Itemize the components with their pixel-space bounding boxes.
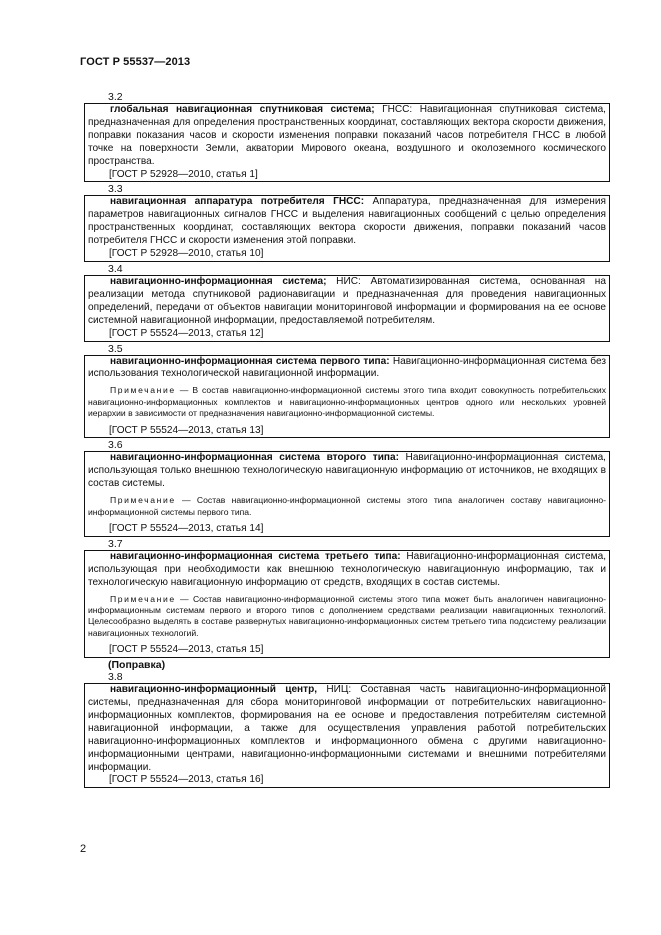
term-source: [ГОСТ Р 55524—2013, статья 13] [109,424,264,436]
term-definition [88,104,606,169]
term-number: 3.4 [108,262,123,275]
term-source: [ГОСТ Р 52928—2010, статья 10] [109,248,264,260]
terms-list [84,91,610,789]
term-note [88,594,606,640]
note-label: Примечание [110,385,176,396]
note-text: — Состав навигационно-информационной системы этого типа может быть аналогичен навигационно-информационным системам первого и второго типов с дополнением средствами реализации навигационных технологий. Целесообразно выделять в составе развернутых навигационно-информационных систем третьего типа подсистему реализации навигационных технологий. [88,593,606,638]
term-definition [88,196,606,248]
term-name: навигационная аппаратура потребителя ГНСС: [110,196,365,208]
term-box [84,195,610,262]
term-definition [88,684,606,774]
definition-text: Аппаратура, предназначенная для измерения параметров навигационных сигналов ГНСС и выделения навигационных сообщений с целью определения пространственных координат, составляющих вектора скорости движения, поправки показаний часов потребителя ГНСС и скорости изменения этой поправки. [88,196,606,247]
term-name: навигационно-информационный центр, [110,684,318,696]
term-box [84,275,610,342]
note-label: Примечание [110,495,176,506]
note-label: Примечание [110,593,176,604]
term-box [84,355,610,439]
term-box [84,683,610,788]
document-header: ГОСТ Р 55537—2013 [80,56,191,68]
definition-text: НИЦ: Составная часть навигационно-информационной системы, предназначенная для сбора мониторинговой информации от потребительских навигационно-информационных комплектов, формирования на ее основе и предоставления потребителям системной навигационной информации, а также для осуществления управления работой потребительских навигационно-информационных комплектов и информационного обмена с другими навигационно-информационными центрами, навигационно-информационными системами и внешними потребителями информации. [88,684,607,773]
term-box [84,103,610,182]
term-box [84,550,610,658]
term-source: [ГОСТ Р 55524—2013, статья 16] [109,774,264,786]
term-number: 3.6 [108,439,123,452]
term-definition [88,356,606,382]
term-number: 3.8 [108,671,123,684]
term-definition [88,276,606,328]
term-definition [88,551,606,590]
term-number: 3.2 [108,91,123,103]
note-text: — В состав навигационно-информационной системы этого типа входит совокупность потребительских навигационно-информационных комплектов и навигационно-информационных центров одного или нескольких уровней иерархии в зависимости от предназначения навигационно-информационной системы. [88,385,606,419]
definition-text: НИС: Автоматизированная система, основанная на реализации метода спутниковой радионавигации и предназначенная для проведения навигационных определений, передачи от объектов навигации мониторинговой информации и формирования на ее основе системной навигационной информации, предоставляемой потребителям. [88,275,606,326]
term-number: 3.7 [108,537,123,550]
term-note [88,495,606,518]
term-source: [ГОСТ Р 55524—2013, статья 12] [109,327,264,339]
term-box [84,451,610,536]
definition-text: Навигационно-информационная система, использующая только внешнюю технологическую навигационную информацию от источников, не входящих в состав системы. [88,452,606,490]
term-source: [ГОСТ Р 52928—2010, статья 1] [109,168,258,180]
definition-text: Навигационно-информационная система, использующая при необходимости как внешнюю технологическую навигационную информацию, так и технологическую навигационную информацию от средств, входящих в состав системы. [88,550,606,588]
term-name: навигационно-информационная система; [110,275,327,287]
term-name: навигационно-информационная система первого типа: [110,355,390,367]
term-name: навигационно-информационная система второго типа: [110,452,399,464]
term-name: навигационно-информационная система третьего типа: [110,550,401,562]
term-name: глобальная навигационная спутниковая система; [110,104,375,115]
definition-text: ГНСС: Навигационная спутниковая система, предназначенная для определения пространственных координат, составляющих вектора скорости движения, поправки показания часов и скорости изменения поправки показаний часов потребителя ГНСС в любой точке на поверхности Земли, акватории Мирового океана, воздушного и околоземного космического пространства. [88,104,606,167]
term-note [88,385,606,419]
term-source: [ГОСТ Р 55524—2013, статья 14] [109,522,264,534]
note-text: — Состав навигационно-информационной системы этого типа аналогичен составу навигационно-информационной системы первого типа. [88,495,606,517]
term-number: 3.3 [108,183,123,196]
term-definition [88,452,606,491]
definition-text: Навигационно-информационная система без использования технологической навигационной информации. [88,355,606,380]
page-number: 2 [80,843,87,855]
term-number: 3.5 [108,342,123,355]
amendment-label: (Поправка) [108,659,166,672]
term-source: [ГОСТ Р 55524—2013, статья 15] [109,644,264,656]
